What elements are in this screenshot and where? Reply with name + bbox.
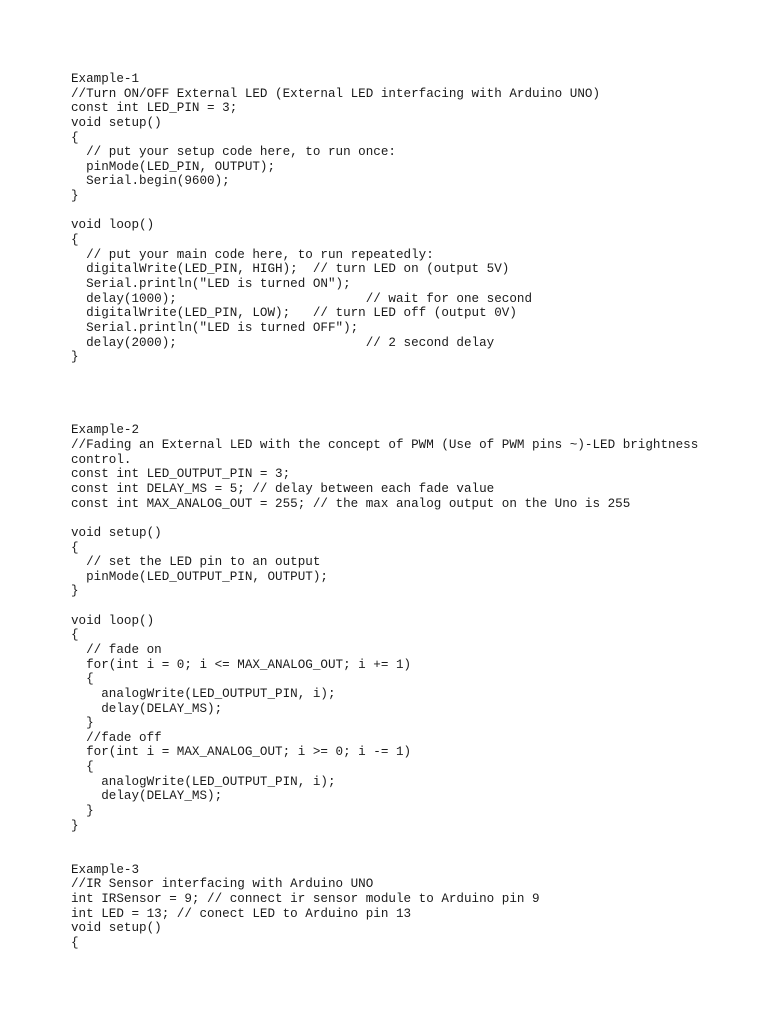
code-line: for(int i = 0; i <= MAX_ANALOG_OUT; i += 1)	[71, 657, 412, 672]
code-line: Example-1	[71, 72, 140, 86]
code-line: pinMode(LED_OUTPUT_PIN, OUTPUT);	[71, 569, 328, 584]
example-3-code-block	[71, 863, 751, 951]
code-line: //fade off	[71, 730, 162, 745]
code-line: //Turn ON/OFF External LED (External LED interfacing with Arduino UNO)	[71, 86, 601, 101]
code-line: {	[71, 672, 94, 687]
code-line: Serial.println("LED is turned ON");	[71, 276, 351, 291]
code-line	[71, 511, 751, 526]
code-line: control.	[71, 452, 132, 467]
code-line: Serial.println("LED is turned OFF");	[71, 320, 359, 335]
code-line: // fade on	[71, 642, 162, 657]
code-line: {	[71, 628, 79, 643]
code-line: pinMode(LED_PIN, OUTPUT);	[71, 159, 276, 174]
code-line: void setup()	[71, 525, 162, 540]
code-line: void setup()	[71, 921, 162, 936]
code-line: }	[71, 350, 79, 365]
code-line	[71, 848, 751, 863]
code-line	[71, 365, 751, 380]
code-line: const int LED_OUTPUT_PIN = 3;	[71, 467, 291, 482]
code-line	[71, 409, 751, 424]
code-line: delay(2000); // 2 second delay	[71, 335, 495, 350]
code-line	[71, 394, 751, 409]
code-line: // set the LED pin to an output	[71, 555, 321, 570]
code-line: digitalWrite(LED_PIN, HIGH); // turn LED on (output 5V)	[71, 262, 510, 277]
code-line: }	[71, 818, 79, 833]
code-line: //Fading an External LED with the concept of PWM (Use of PWM pins ~)-LED brightness	[71, 438, 699, 453]
code-line: digitalWrite(LED_PIN, LOW); // turn LED off (output 0V)	[71, 306, 517, 321]
code-line: const int DELAY_MS = 5; // delay between each fade value	[71, 481, 495, 496]
code-line: analogWrite(LED_OUTPUT_PIN, i);	[71, 686, 336, 701]
code-line: delay(DELAY_MS);	[71, 789, 223, 804]
code-line: }	[71, 716, 94, 731]
code-line: {	[71, 540, 79, 555]
code-line: delay(1000); // wait for one second	[71, 291, 533, 306]
code-line: }	[71, 804, 94, 819]
code-line: // put your main code here, to run repeatedly:	[71, 247, 434, 262]
code-line: for(int i = MAX_ANALOG_OUT; i >= 0; i -= 1)	[71, 745, 412, 760]
code-line: Example-2	[71, 423, 140, 438]
code-line: {	[71, 130, 79, 145]
code-line: const int MAX_ANALOG_OUT = 255; // the max analog output on the Uno is 255	[71, 496, 631, 511]
code-line	[71, 833, 751, 848]
code-line: analogWrite(LED_OUTPUT_PIN, i);	[71, 774, 336, 789]
code-line: delay(DELAY_MS);	[71, 701, 223, 716]
code-line: {	[71, 935, 79, 950]
document-page	[71, 72, 751, 950]
code-line: {	[71, 233, 79, 248]
code-line: //IR Sensor interfacing with Arduino UNO	[71, 877, 374, 892]
code-line: }	[71, 189, 79, 204]
code-line	[71, 379, 751, 394]
code-line	[71, 204, 751, 219]
code-line: Serial.begin(9600);	[71, 174, 230, 189]
code-line: const int LED_PIN = 3;	[71, 101, 238, 116]
code-line: void setup()	[71, 115, 162, 130]
example-2-code-block	[71, 423, 751, 862]
example-1-code-block	[71, 72, 751, 423]
code-line	[71, 599, 751, 614]
code-line: }	[71, 584, 79, 599]
code-line: int IRSensor = 9; // connect ir sensor module to Arduino pin 9	[71, 891, 540, 906]
code-line: {	[71, 760, 94, 775]
code-line: void loop()	[71, 218, 155, 233]
code-line: void loop()	[71, 613, 155, 628]
code-line: // put your setup code here, to run once:	[71, 145, 396, 160]
code-line: int LED = 13; // conect LED to Arduino pin 13	[71, 906, 412, 921]
code-line: Example-3	[71, 862, 140, 877]
